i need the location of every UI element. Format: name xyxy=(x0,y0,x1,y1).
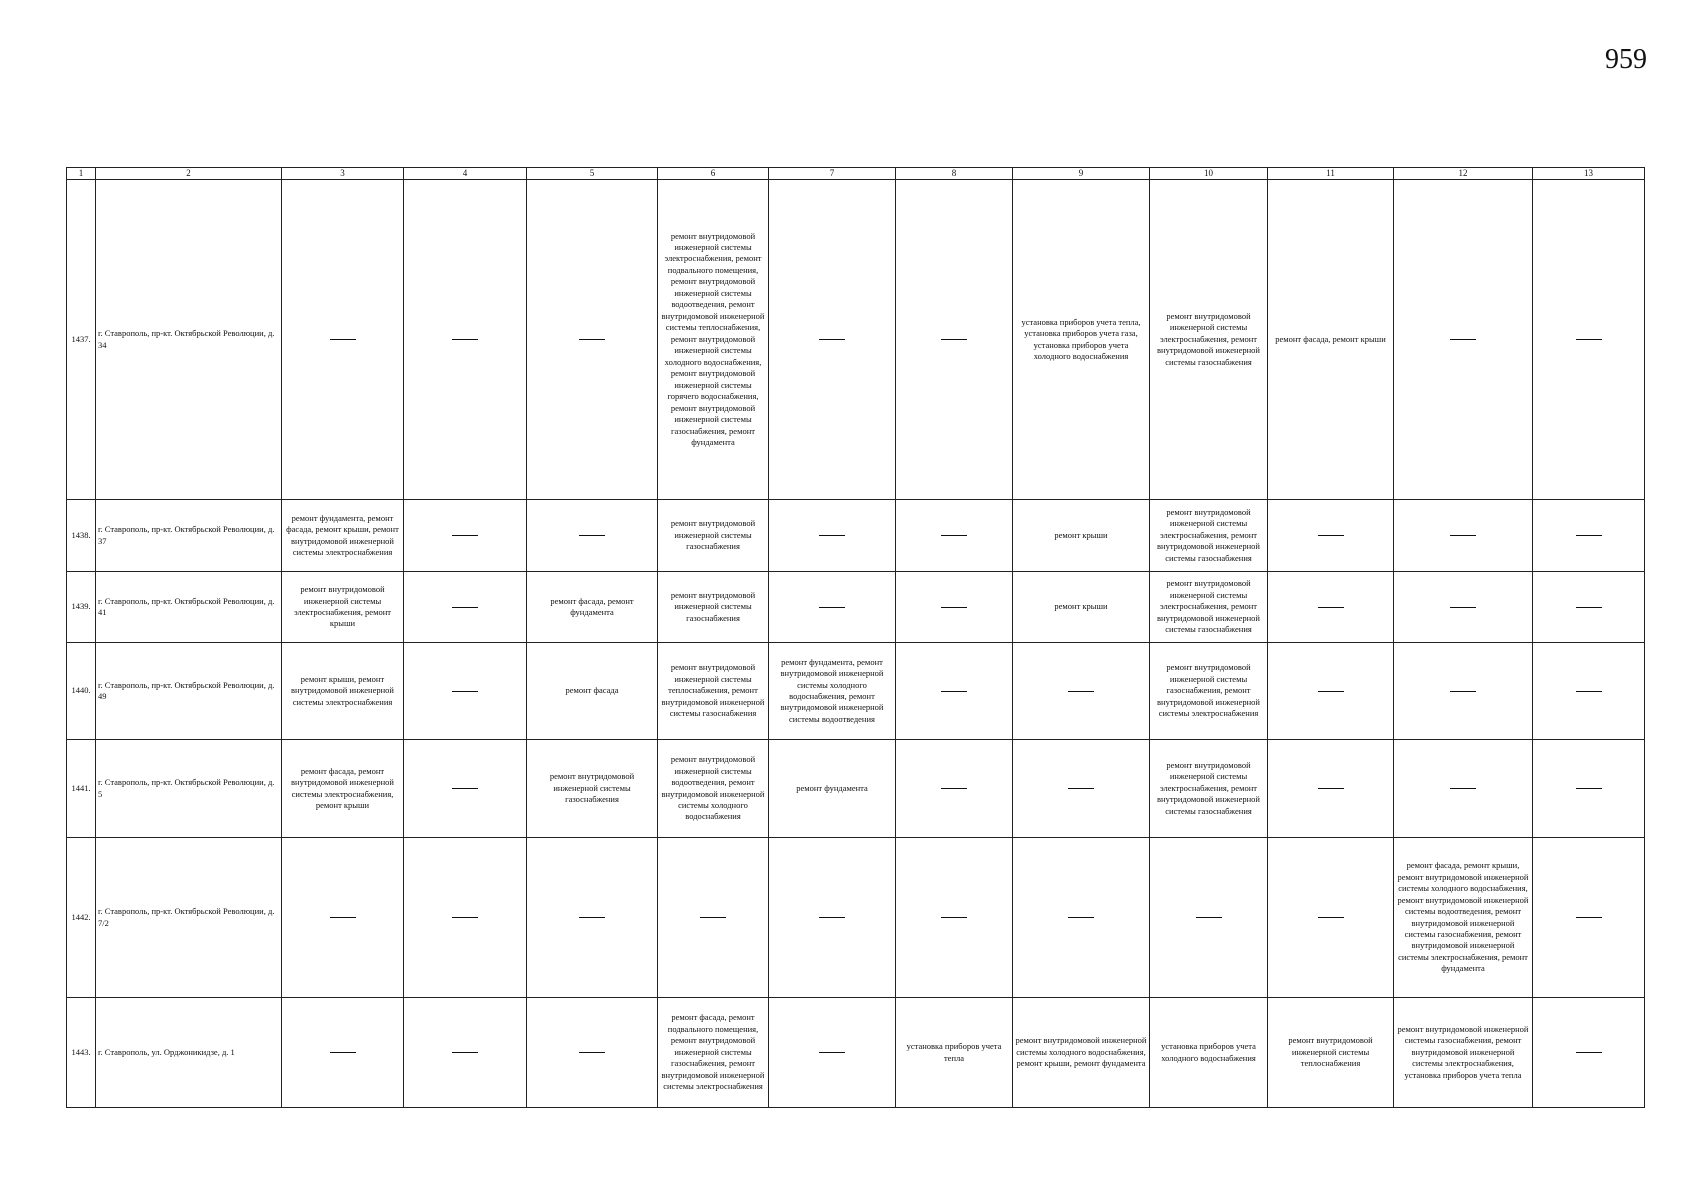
empty-dash xyxy=(1576,1052,1602,1053)
work-cell-4 xyxy=(404,740,527,838)
work-cell-5 xyxy=(527,838,658,998)
empty-dash xyxy=(941,917,967,918)
col-header: 11 xyxy=(1268,168,1394,180)
work-cell-10 xyxy=(1150,572,1268,643)
work-text: ремонт фасада, ремонт подвального помещения, ремонт внутридомовой инженерной системы газоснабжения, ремонт внутридомовой инженерной системы электроснабжения xyxy=(661,1012,765,1092)
work-cell-7 xyxy=(769,643,896,740)
empty-dash xyxy=(579,339,605,340)
empty-dash xyxy=(452,339,478,340)
address-text: г. Ставрополь, ул. Орджоникидзе, д. 1 xyxy=(98,1046,235,1057)
empty-dash xyxy=(819,917,845,918)
work-cell-12 xyxy=(1394,180,1533,500)
work-text: ремонт внутридомовой инженерной системы электроснабжения, ремонт внутридомовой инженерной системы газоснабжения xyxy=(1157,310,1260,367)
work-text: ремонт фасада, ремонт крыши, ремонт внутридомовой инженерной системы холодного водоснабжения, ремонт внутридомовой инженерной системы водоотведения, ремонт внутридомовой инженерной системы газоснабжения, ремонт внутридомовой инженерной системы электроснабжения, ремонт фундамента xyxy=(1397,860,1529,974)
empty-dash xyxy=(452,691,478,692)
work-text: ремонт внутридомовой инженерной системы водоотведения, ремонт внутридомовой инженерной системы холодного водоснабжения xyxy=(661,754,765,822)
address-text: г. Ставрополь, пр-кт. Октябрьской Революции, д. 34 xyxy=(98,328,275,350)
work-text: ремонт внутридомовой инженерной системы теплоснабжения, ремонт внутридомовой инженерной системы газоснабжения xyxy=(661,662,765,719)
work-text: ремонт внутридомовой инженерной системы электроснабжения, ремонт внутридомовой инженерной системы газоснабжения xyxy=(1157,759,1260,816)
work-cell-5 xyxy=(527,643,658,740)
row-number-cell xyxy=(67,180,96,500)
empty-dash xyxy=(941,691,967,692)
row-number-cell xyxy=(67,998,96,1108)
address-text: г. Ставрополь, пр-кт. Октябрьской Революции, д. 7/2 xyxy=(98,906,275,928)
work-cell-6 xyxy=(658,643,769,740)
work-cell-11 xyxy=(1268,838,1394,998)
work-text: установка приборов учета холодного водоснабжения xyxy=(1161,1041,1256,1063)
table-row xyxy=(67,998,1645,1108)
work-cell-9 xyxy=(1013,572,1150,643)
work-cell-6 xyxy=(658,998,769,1108)
work-cell-9 xyxy=(1013,998,1150,1108)
work-cell-13 xyxy=(1533,643,1645,740)
row-number-cell xyxy=(67,643,96,740)
work-cell-8 xyxy=(896,572,1013,643)
work-cell-11 xyxy=(1268,998,1394,1108)
empty-dash xyxy=(452,788,478,789)
row-number-cell xyxy=(67,838,96,998)
work-text: ремонт фасада, ремонт фундамента xyxy=(550,595,634,617)
work-cell-10 xyxy=(1150,643,1268,740)
empty-dash xyxy=(819,607,845,608)
col-header: 7 xyxy=(769,168,896,180)
table-row xyxy=(67,838,1645,998)
col-header: 2 xyxy=(96,168,282,180)
work-cell-4 xyxy=(404,998,527,1108)
empty-dash xyxy=(1450,339,1476,340)
work-cell-9 xyxy=(1013,740,1150,838)
work-cell-3 xyxy=(282,643,404,740)
empty-dash xyxy=(579,535,605,536)
empty-dash xyxy=(1318,607,1344,608)
work-cell-4 xyxy=(404,500,527,572)
col-header: 8 xyxy=(896,168,1013,180)
work-text: ремонт фасада, ремонт крыши xyxy=(1275,333,1386,344)
row-number: 1443. xyxy=(71,1046,91,1057)
work-cell-12 xyxy=(1394,998,1533,1108)
work-text: ремонт внутридомовой инженерной системы электроснабжения, ремонт внутридомовой инженерной системы газоснабжения xyxy=(1157,578,1260,635)
work-cell-8 xyxy=(896,998,1013,1108)
work-cell-10 xyxy=(1150,740,1268,838)
col-header: 12 xyxy=(1394,168,1533,180)
work-text: ремонт внутридомовой инженерной системы электроснабжения, ремонт крыши xyxy=(294,584,391,629)
work-cell-7 xyxy=(769,998,896,1108)
work-cell-5 xyxy=(527,572,658,643)
work-cell-8 xyxy=(896,740,1013,838)
empty-dash xyxy=(1318,535,1344,536)
empty-dash xyxy=(1196,917,1222,918)
work-cell-4 xyxy=(404,838,527,998)
col-header: 10 xyxy=(1150,168,1268,180)
work-text: ремонт фасада xyxy=(565,685,619,696)
work-cell-11 xyxy=(1268,572,1394,643)
work-cell-5 xyxy=(527,500,658,572)
work-cell-12 xyxy=(1394,500,1533,572)
work-cell-7 xyxy=(769,572,896,643)
col-header: 5 xyxy=(527,168,658,180)
address-cell xyxy=(96,500,282,572)
work-cell-11 xyxy=(1268,500,1394,572)
empty-dash xyxy=(1576,917,1602,918)
work-text: ремонт крыши, ремонт внутридомовой инженерной системы электроснабжения xyxy=(291,673,394,707)
header-row xyxy=(67,168,1645,180)
row-number-cell xyxy=(67,572,96,643)
work-text: ремонт внутридомовой инженерной системы теплоснабжения xyxy=(1288,1035,1373,1069)
work-cell-8 xyxy=(896,500,1013,572)
empty-dash xyxy=(819,339,845,340)
empty-dash xyxy=(452,1052,478,1053)
work-text: ремонт внутридомовой инженерной системы газоснабжения xyxy=(670,589,756,623)
empty-dash xyxy=(1068,917,1094,918)
table-row xyxy=(67,572,1645,643)
work-cell-3 xyxy=(282,838,404,998)
col-header: 4 xyxy=(404,168,527,180)
work-cell-10 xyxy=(1150,838,1268,998)
work-text: ремонт фундамента xyxy=(796,782,868,793)
work-cell-5 xyxy=(527,998,658,1108)
row-number: 1441. xyxy=(71,782,91,793)
row-number: 1438. xyxy=(71,529,91,540)
work-cell-13 xyxy=(1533,572,1645,643)
empty-dash xyxy=(1318,917,1344,918)
work-cell-13 xyxy=(1533,500,1645,572)
empty-dash xyxy=(1450,607,1476,608)
empty-dash xyxy=(700,917,726,918)
empty-dash xyxy=(819,1052,845,1053)
work-cell-6 xyxy=(658,838,769,998)
work-cell-11 xyxy=(1268,643,1394,740)
work-cell-12 xyxy=(1394,643,1533,740)
empty-dash xyxy=(330,339,356,340)
works-table xyxy=(66,167,1645,1108)
work-text: ремонт фасада, ремонт внутридомовой инженерной системы электроснабжения, ремонт крыши xyxy=(291,765,394,810)
work-text: ремонт внутридомовой инженерной системы холодного водоснабжения, ремонт крыши, ремонт фундамента xyxy=(1015,1035,1147,1069)
work-text: ремонт внутридомовой инженерной системы электроснабжения, ремонт внутридомовой инженерной системы газоснабжения xyxy=(1157,506,1260,563)
work-cell-13 xyxy=(1533,180,1645,500)
work-cell-5 xyxy=(527,740,658,838)
work-cell-9 xyxy=(1013,180,1150,500)
work-text: ремонт внутридомовой инженерной системы газоснабжения, ремонт внутридомовой инженерной системы электроснабжения, установка приборов учета тепла xyxy=(1397,1023,1529,1080)
empty-dash xyxy=(1450,788,1476,789)
col-header: 1 xyxy=(67,168,96,180)
col-header: 6 xyxy=(658,168,769,180)
address-text: г. Ставрополь, пр-кт. Октябрьской Революции, д. 5 xyxy=(98,777,275,799)
empty-dash xyxy=(452,535,478,536)
work-cell-12 xyxy=(1394,740,1533,838)
work-cell-9 xyxy=(1013,500,1150,572)
work-cell-10 xyxy=(1150,180,1268,500)
empty-dash xyxy=(1576,339,1602,340)
empty-dash xyxy=(941,788,967,789)
work-text: ремонт внутридомовой инженерной системы газоснабжения xyxy=(670,518,756,552)
col-header: 9 xyxy=(1013,168,1150,180)
work-cell-9 xyxy=(1013,838,1150,998)
empty-dash xyxy=(1576,535,1602,536)
work-cell-6 xyxy=(658,572,769,643)
work-cell-7 xyxy=(769,838,896,998)
work-text: ремонт внутридомовой инженерной системы газоснабжения, ремонт внутридомовой инженерной системы электроснабжения xyxy=(1157,662,1260,719)
address-cell xyxy=(96,838,282,998)
table-row xyxy=(67,180,1645,500)
address-text: г. Ставрополь, пр-кт. Октябрьской Революции, д. 37 xyxy=(98,524,275,546)
page-number: 959 xyxy=(1605,44,1647,75)
address-cell xyxy=(96,998,282,1108)
work-text: ремонт крыши xyxy=(1054,601,1108,612)
col-header: 13 xyxy=(1533,168,1645,180)
row-number-cell xyxy=(67,740,96,838)
work-cell-3 xyxy=(282,180,404,500)
empty-dash xyxy=(941,339,967,340)
empty-dash xyxy=(1450,691,1476,692)
work-text: ремонт крыши xyxy=(1054,529,1108,540)
empty-dash xyxy=(1576,788,1602,789)
address-cell xyxy=(96,572,282,643)
row-number-cell xyxy=(67,500,96,572)
address-cell xyxy=(96,740,282,838)
empty-dash xyxy=(1450,535,1476,536)
work-cell-4 xyxy=(404,572,527,643)
row-number: 1442. xyxy=(71,911,91,922)
work-cell-9 xyxy=(1013,643,1150,740)
empty-dash xyxy=(1576,607,1602,608)
empty-dash xyxy=(941,607,967,608)
work-text: установка приборов учета тепла, установка приборов учета газа, установка приборов учета холодного водоснабжения xyxy=(1021,316,1141,361)
work-cell-13 xyxy=(1533,998,1645,1108)
empty-dash xyxy=(1068,691,1094,692)
empty-dash xyxy=(330,1052,356,1053)
empty-dash xyxy=(941,535,967,536)
work-cell-6 xyxy=(658,500,769,572)
work-cell-11 xyxy=(1268,740,1394,838)
work-cell-3 xyxy=(282,572,404,643)
work-cell-12 xyxy=(1394,838,1533,998)
work-cell-3 xyxy=(282,740,404,838)
table-row xyxy=(67,500,1645,572)
work-cell-6 xyxy=(658,180,769,500)
empty-dash xyxy=(452,917,478,918)
work-text: ремонт фундамента, ремонт фасада, ремонт крыши, ремонт внутридомовой инженерной системы электроснабжения xyxy=(286,512,399,557)
table-row xyxy=(67,643,1645,740)
empty-dash xyxy=(330,917,356,918)
work-text: ремонт внутридомовой инженерной системы газоснабжения xyxy=(549,771,635,805)
empty-dash xyxy=(1576,691,1602,692)
work-cell-8 xyxy=(896,180,1013,500)
work-cell-7 xyxy=(769,740,896,838)
address-text: г. Ставрополь, пр-кт. Октябрьской Революции, д. 41 xyxy=(98,595,275,617)
work-text: установка приборов учета тепла xyxy=(906,1041,1002,1063)
work-cell-4 xyxy=(404,180,527,500)
row-number: 1440. xyxy=(71,685,91,696)
empty-dash xyxy=(1318,691,1344,692)
table-row xyxy=(67,740,1645,838)
work-cell-10 xyxy=(1150,998,1268,1108)
work-cell-7 xyxy=(769,180,896,500)
work-cell-3 xyxy=(282,500,404,572)
empty-dash xyxy=(579,917,605,918)
address-text: г. Ставрополь, пр-кт. Октябрьской Революции, д. 49 xyxy=(98,679,275,701)
work-cell-11 xyxy=(1268,180,1394,500)
empty-dash xyxy=(819,535,845,536)
work-cell-13 xyxy=(1533,740,1645,838)
col-header: 3 xyxy=(282,168,404,180)
work-cell-7 xyxy=(769,500,896,572)
address-cell xyxy=(96,180,282,500)
row-number: 1439. xyxy=(71,601,91,612)
empty-dash xyxy=(1068,788,1094,789)
work-cell-5 xyxy=(527,180,658,500)
work-cell-8 xyxy=(896,643,1013,740)
work-cell-8 xyxy=(896,838,1013,998)
work-text: ремонт фундамента, ремонт внутридомовой инженерной системы холодного водоснабжения, ремонт внутридомовой инженерной системы водоотведения xyxy=(780,656,884,724)
work-cell-4 xyxy=(404,643,527,740)
empty-dash xyxy=(1318,788,1344,789)
address-cell xyxy=(96,643,282,740)
work-cell-6 xyxy=(658,740,769,838)
work-cell-13 xyxy=(1533,838,1645,998)
empty-dash xyxy=(452,607,478,608)
work-text: ремонт внутридомовой инженерной системы электроснабжения, ремонт подвального помещения, ремонт внутридомовой инженерной системы водоотведения, ремонт внутридомовой инженерной системы теплоснабжения, ремонт внутридомовой инженерной системы холодного водоснабжения, ремонт внутридомовой инженерной системы горячего водоснабжения, ремонт внутридомовой инженерной системы газоснабжения, ремонт фундамента xyxy=(661,230,765,447)
work-cell-12 xyxy=(1394,572,1533,643)
work-cell-10 xyxy=(1150,500,1268,572)
empty-dash xyxy=(579,1052,605,1053)
work-cell-3 xyxy=(282,998,404,1108)
row-number: 1437. xyxy=(71,333,91,344)
